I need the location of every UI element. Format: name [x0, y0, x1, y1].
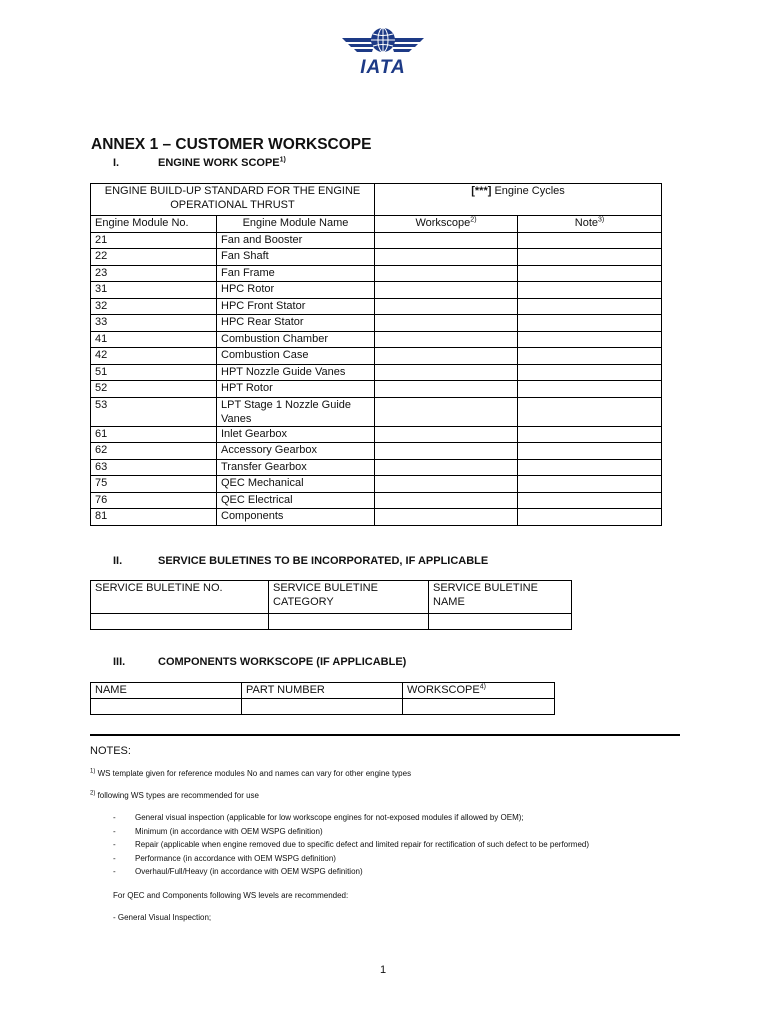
- workscope-cell[interactable]: [375, 492, 518, 509]
- comp-empty-cell[interactable]: [242, 699, 403, 715]
- header-build-up-standard: ENGINE BUILD-UP STANDARD FOR THE ENGINE OPERATIONAL THRUST: [91, 184, 375, 216]
- section-title: ENGINE WORK SCOPE$^{1)}$: [158, 156, 286, 169]
- workscope-cell[interactable]: [375, 426, 518, 443]
- qec-item: - General Visual Inspection;: [113, 913, 212, 922]
- list-item-text: Repair (applicable when engine removed due to specific defect and limited repair for rectification of such defect to be performed): [135, 840, 590, 849]
- module-no-cell: 53: [91, 397, 217, 426]
- table-row: [91, 249, 662, 266]
- module-name-cell: Fan Shaft: [217, 249, 375, 266]
- note-cell[interactable]: [518, 348, 662, 365]
- qec-intro: For QEC and Components following WS levels are recommended:: [113, 891, 349, 900]
- workscope-cell[interactable]: [375, 282, 518, 299]
- section-title: COMPONENTS WORKSCOPE (IF APPLICABLE): [158, 656, 407, 668]
- page-number: 1: [380, 964, 387, 976]
- note-cell[interactable]: [518, 459, 662, 476]
- workscope-cell[interactable]: [375, 459, 518, 476]
- table-row: [91, 298, 662, 315]
- module-name-cell: Fan and Booster: [217, 232, 375, 249]
- ws-types-list: [113, 813, 589, 881]
- sb-empty-cell[interactable]: [269, 614, 429, 630]
- notes-title: NOTES:: [90, 745, 131, 757]
- module-no-cell: 23: [91, 265, 217, 282]
- section-title: SERVICE BULETINES TO BE INCORPORATED, IF APPLICABLE: [158, 555, 489, 567]
- workscope-cell[interactable]: [375, 509, 518, 526]
- list-dash: -: [113, 826, 116, 836]
- list-item-text: Performance (in accordance with OEM WSPG definition): [135, 853, 336, 863]
- note-cell[interactable]: [518, 282, 662, 299]
- section-number: III.: [113, 656, 126, 668]
- table-row: [91, 397, 662, 426]
- col-header-name: NAME: [91, 683, 242, 699]
- annex-title: ANNEX 1 – CUSTOMER WORKSCOPE: [91, 136, 372, 153]
- col-header-note: Note$^{3)}$: [518, 216, 662, 233]
- note-cell[interactable]: [518, 331, 662, 348]
- globe-wings-icon: [340, 24, 426, 60]
- note-cell[interactable]: [518, 397, 662, 426]
- module-no-cell: 21: [91, 232, 217, 249]
- col-header-sb-no: SERVICE BULETINE NO.: [91, 581, 269, 614]
- col-header-module-no: Engine Module No.: [91, 216, 217, 233]
- table-row: [91, 476, 662, 493]
- workscope-cell[interactable]: [375, 364, 518, 381]
- list-dash: -: [113, 813, 116, 822]
- note-cell[interactable]: [518, 443, 662, 460]
- logo-text: IATA: [360, 57, 406, 78]
- module-no-cell: 52: [91, 381, 217, 398]
- table-row: [91, 331, 662, 348]
- module-no-cell: 31: [91, 282, 217, 299]
- engine-table-body: [91, 232, 662, 525]
- col-header-module-name: Engine Module Name: [217, 216, 375, 233]
- col-header-sb-category: SERVICE BULETINE CATEGORY: [269, 581, 429, 614]
- comp-empty-cell[interactable]: [403, 699, 555, 715]
- module-name-cell: LPT Stage 1 Nozzle Guide Vanes: [217, 397, 375, 426]
- table-row: [91, 459, 662, 476]
- workscope-cell[interactable]: [375, 265, 518, 282]
- table-row: [91, 381, 662, 398]
- table-row: [91, 364, 662, 381]
- list-dash: -: [113, 867, 116, 876]
- module-no-cell: 61: [91, 426, 217, 443]
- sb-empty-cell[interactable]: [429, 614, 572, 630]
- note-cell[interactable]: [518, 492, 662, 509]
- module-no-cell: 81: [91, 509, 217, 526]
- module-no-cell: 75: [91, 476, 217, 493]
- workscope-cell[interactable]: [375, 315, 518, 332]
- col-header-part-number: PART NUMBER: [242, 683, 403, 699]
- note-cell[interactable]: [518, 232, 662, 249]
- workscope-cell[interactable]: [375, 397, 518, 426]
- section-number: I.: [113, 157, 120, 169]
- table-row: [91, 282, 662, 299]
- list-item: [113, 813, 589, 827]
- note-cell[interactable]: [518, 298, 662, 315]
- module-name-cell: HPC Front Stator: [217, 298, 375, 315]
- module-no-cell: 63: [91, 459, 217, 476]
- table-row: [91, 315, 662, 332]
- note-cell[interactable]: [518, 381, 662, 398]
- module-name-cell: HPT Nozzle Guide Vanes: [217, 364, 375, 381]
- table-row: [91, 426, 662, 443]
- workscope-cell[interactable]: [375, 443, 518, 460]
- module-no-cell: 42: [91, 348, 217, 365]
- list-item: [113, 867, 589, 881]
- module-name-cell: Combustion Chamber: [217, 331, 375, 348]
- module-name-cell: HPC Rotor: [217, 282, 375, 299]
- list-item-text: Overhaul/Full/Heavy (in accordance with OEM WSPG definition): [135, 867, 363, 876]
- list-item: [113, 854, 589, 868]
- table-row: [91, 232, 662, 249]
- workscope-cell[interactable]: [375, 249, 518, 266]
- note-cell[interactable]: [518, 249, 662, 266]
- col-header-workscope: Workscope$^{2)}$: [375, 216, 518, 233]
- module-no-cell: 33: [91, 315, 217, 332]
- note-1: $^{1)}$ WS template given for reference modules No and names can vary for other engine types: [90, 768, 412, 778]
- workscope-cell[interactable]: [375, 381, 518, 398]
- note-cell[interactable]: [518, 265, 662, 282]
- note-2: $^{2)}$ following WS types are recommended for use: [90, 790, 259, 800]
- iata-logo: [340, 24, 426, 80]
- module-name-cell: Accessory Gearbox: [217, 443, 375, 460]
- module-no-cell: 62: [91, 443, 217, 460]
- note-cell[interactable]: [518, 426, 662, 443]
- module-name-cell: QEC Electrical: [217, 492, 375, 509]
- module-name-cell: HPT Rotor: [217, 381, 375, 398]
- table-row: [91, 492, 662, 509]
- list-item-text: General visual inspection (applicable for low workscope engines for not-exposed modules if allowed by OEM);: [135, 813, 524, 822]
- module-no-cell: 22: [91, 249, 217, 266]
- workscope-cell[interactable]: [375, 232, 518, 249]
- workscope-cell[interactable]: [375, 298, 518, 315]
- service-bulletin-table: [90, 580, 572, 630]
- module-name-cell: Combustion Case: [217, 348, 375, 365]
- table-row: [91, 443, 662, 460]
- comp-empty-cell[interactable]: [91, 699, 242, 715]
- note-cell[interactable]: [518, 364, 662, 381]
- col-header-sb-name: SERVICE BULETINE NAME: [429, 581, 572, 614]
- notes-divider: [90, 734, 680, 736]
- table-row: [91, 509, 662, 526]
- module-name-cell: HPC Rear Stator: [217, 315, 375, 332]
- workscope-cell[interactable]: [375, 348, 518, 365]
- col-header-comp-workscope: WORKSCOPE$^{4)}$: [403, 683, 555, 699]
- sb-empty-cell[interactable]: [91, 614, 269, 630]
- note-cell[interactable]: [518, 315, 662, 332]
- table-row: [91, 265, 662, 282]
- engine-workscope-table: [90, 183, 662, 526]
- header-engine-cycles: [***] Engine Cycles: [375, 184, 662, 216]
- list-item: [113, 840, 589, 854]
- list-item: [113, 827, 589, 841]
- workscope-cell[interactable]: [375, 331, 518, 348]
- note-cell[interactable]: [518, 476, 662, 493]
- module-no-cell: 41: [91, 331, 217, 348]
- workscope-cell[interactable]: [375, 476, 518, 493]
- module-name-cell: Transfer Gearbox: [217, 459, 375, 476]
- module-no-cell: 76: [91, 492, 217, 509]
- components-workscope-table: [90, 682, 555, 715]
- list-dash: -: [113, 853, 116, 863]
- module-no-cell: 32: [91, 298, 217, 315]
- section-number: II.: [113, 555, 123, 567]
- note-cell[interactable]: [518, 509, 662, 526]
- module-name-cell: Fan Frame: [217, 265, 375, 282]
- module-no-cell: 51: [91, 364, 217, 381]
- list-dash: -: [113, 840, 116, 849]
- module-name-cell: Inlet Gearbox: [217, 426, 375, 443]
- table-row: [91, 348, 662, 365]
- list-item-text: Minimum (in accordance with OEM WSPG definition): [135, 826, 323, 836]
- module-name-cell: QEC Mechanical: [217, 476, 375, 493]
- module-name-cell: Components: [217, 509, 375, 526]
